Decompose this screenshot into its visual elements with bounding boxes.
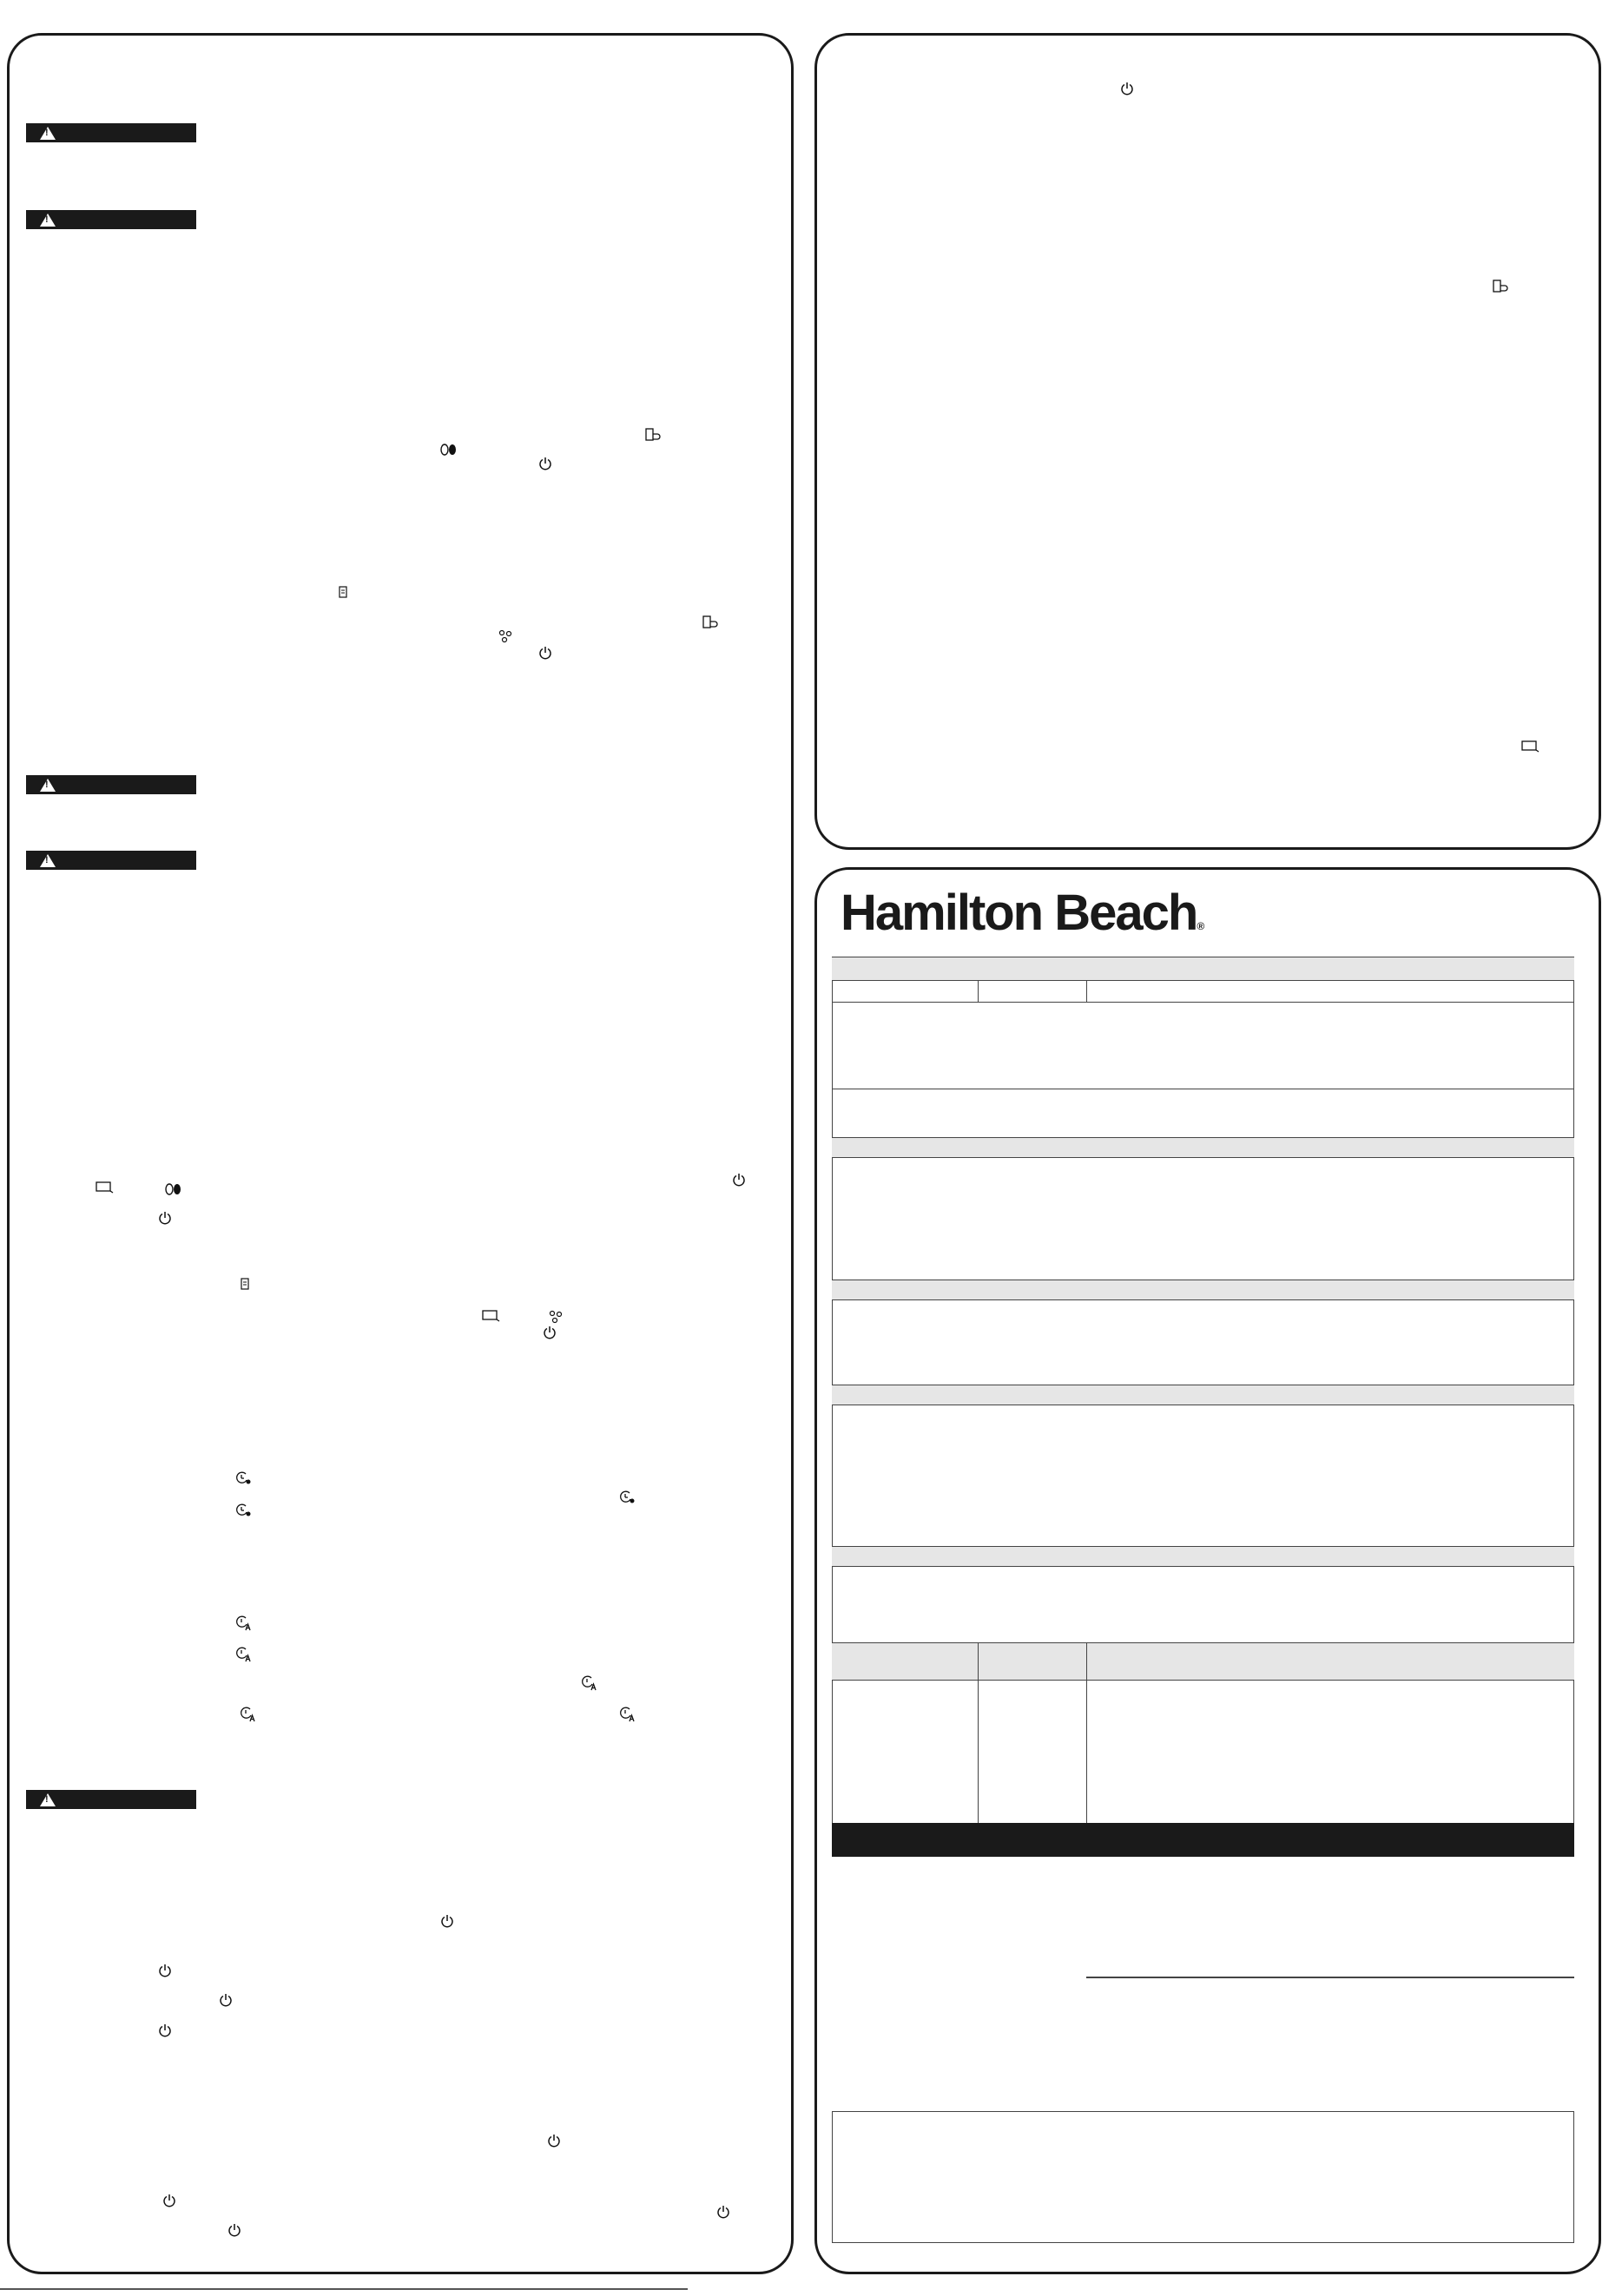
table-column-divider (978, 981, 979, 1002)
brand-logo: Hamilton Beach® (841, 885, 1205, 941)
drip-tray-icon (95, 1181, 114, 1194)
power-icon (716, 2205, 730, 2219)
power-icon (538, 646, 552, 660)
clock-delay-icon (234, 1503, 252, 1518)
page-bottom-rule (0, 2288, 688, 2290)
table-section-row (832, 1546, 1574, 1567)
power-icon (158, 2023, 172, 2037)
clock-auto-icon (234, 1646, 252, 1663)
power-icon (543, 1326, 557, 1339)
power-icon (732, 1173, 746, 1187)
power-icon (219, 1993, 233, 2007)
clean-icon (548, 1309, 564, 1325)
coffee-beans-icon (439, 443, 458, 457)
power-icon (158, 1211, 172, 1225)
warning-triangle-icon (40, 214, 56, 227)
clock-auto-icon (234, 1615, 252, 1632)
drip-tray-icon (481, 1309, 500, 1323)
power-icon (158, 1964, 172, 1977)
drip-tray-icon (1520, 740, 1540, 753)
power-icon (227, 2223, 241, 2237)
power-icon (440, 1914, 454, 1928)
warranty-table (832, 957, 1574, 1857)
signature-line (1086, 1977, 1574, 1978)
warning-triangle-icon (40, 854, 56, 867)
clock-auto-icon (618, 1706, 636, 1723)
notice-box (832, 2111, 1574, 2243)
kettle-icon (702, 615, 719, 630)
clock-auto-icon (580, 1674, 597, 1692)
table-column-header-row (832, 1642, 1574, 1681)
table-section-row (832, 1385, 1574, 1405)
table-column-divider (978, 1642, 979, 1823)
power-icon (538, 457, 552, 470)
warning-banner-4 (26, 851, 196, 870)
warning-banner-1 (26, 123, 196, 142)
table-column-divider (1086, 981, 1087, 1002)
table-column-divider (1086, 1642, 1087, 1823)
warning-banner-3 (26, 775, 196, 794)
table-section-row (832, 1137, 1574, 1158)
filter-icon (240, 1277, 250, 1291)
table-header-row (832, 957, 1574, 981)
warning-banner-2 (26, 210, 196, 229)
table-divider (832, 1002, 1574, 1003)
coffee-beans-icon (164, 1182, 183, 1196)
right-instructions-panel (814, 33, 1601, 850)
power-icon (547, 2134, 561, 2148)
table-section-row (832, 1280, 1574, 1300)
filter-icon (338, 585, 348, 599)
clean-icon (498, 628, 513, 644)
left-instructions-panel (7, 33, 794, 2274)
table-footer-bar (832, 1823, 1574, 1857)
warning-triangle-icon (40, 127, 56, 140)
kettle-icon (644, 427, 662, 443)
kettle-icon (1492, 279, 1509, 294)
power-icon (1120, 82, 1134, 95)
clock-delay-icon (618, 1490, 636, 1505)
warning-triangle-icon (40, 1793, 56, 1806)
clock-delay-icon (234, 1470, 252, 1486)
warning-triangle-icon (40, 779, 56, 792)
clock-auto-icon (239, 1706, 256, 1723)
power-icon (162, 2194, 176, 2207)
warning-banner-5 (26, 1790, 196, 1809)
